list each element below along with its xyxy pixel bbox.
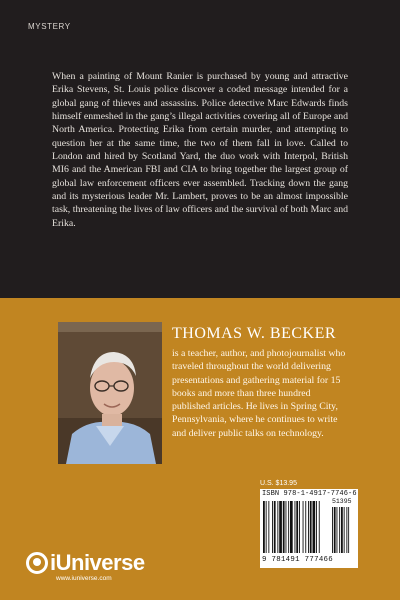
barcode-icon	[260, 499, 358, 555]
publisher-name: iUniverse	[50, 550, 145, 575]
genre-label: MYSTERY	[28, 22, 71, 31]
iuniverse-logo-icon	[26, 552, 48, 574]
barcode-addon: 51395	[332, 498, 352, 505]
barcode	[260, 489, 358, 568]
price-label: U.S. $13.95	[260, 480, 297, 487]
isbn-number: ISBN 978-1-4917-7746-6	[262, 490, 357, 498]
back-cover-top-panel	[0, 0, 400, 298]
author-bio: is a teacher, author, and photojournalist who traveled throughout the world delivering presentations and gathering material for 15 books and more than three hundred published articles. He lives in Spring City, Pennsylvania, where he continues to write and deliver public talks on technology.	[172, 348, 346, 439]
author-name: THOMAS W. BECKER	[172, 325, 337, 342]
barcode-digits: 9 781491 777466	[262, 556, 334, 564]
author-photo-icon	[58, 322, 162, 464]
publisher-url: www.iuniverse.com	[56, 575, 112, 582]
publisher-logo	[26, 550, 145, 576]
book-blurb: When a painting of Mount Ranier is purchased by young and attractive Erika Stevens, St. Louis police discover a coded message intended for a global gang of thieves and assassins. Police detective Marc Edwards finds himself enmeshed in the gang’s illegal activities covering all of Europe and North America. Protecting Erika from certain murder, and attempting to question her at the same time, the two of them fall in love. Called to London and hired by Scotland Yard, the duo work with Interpol, British MI6 and the American FBI and CIA to bring together the largest group of global law enforcement officers ever assembled. Tracking down the gang and its mysterious leader Mr. Lambert, proves to be an almost impossible task, threatening the lives of law officers and the survival of both Marc and Erika.	[52, 71, 348, 229]
author-photo	[58, 322, 162, 464]
